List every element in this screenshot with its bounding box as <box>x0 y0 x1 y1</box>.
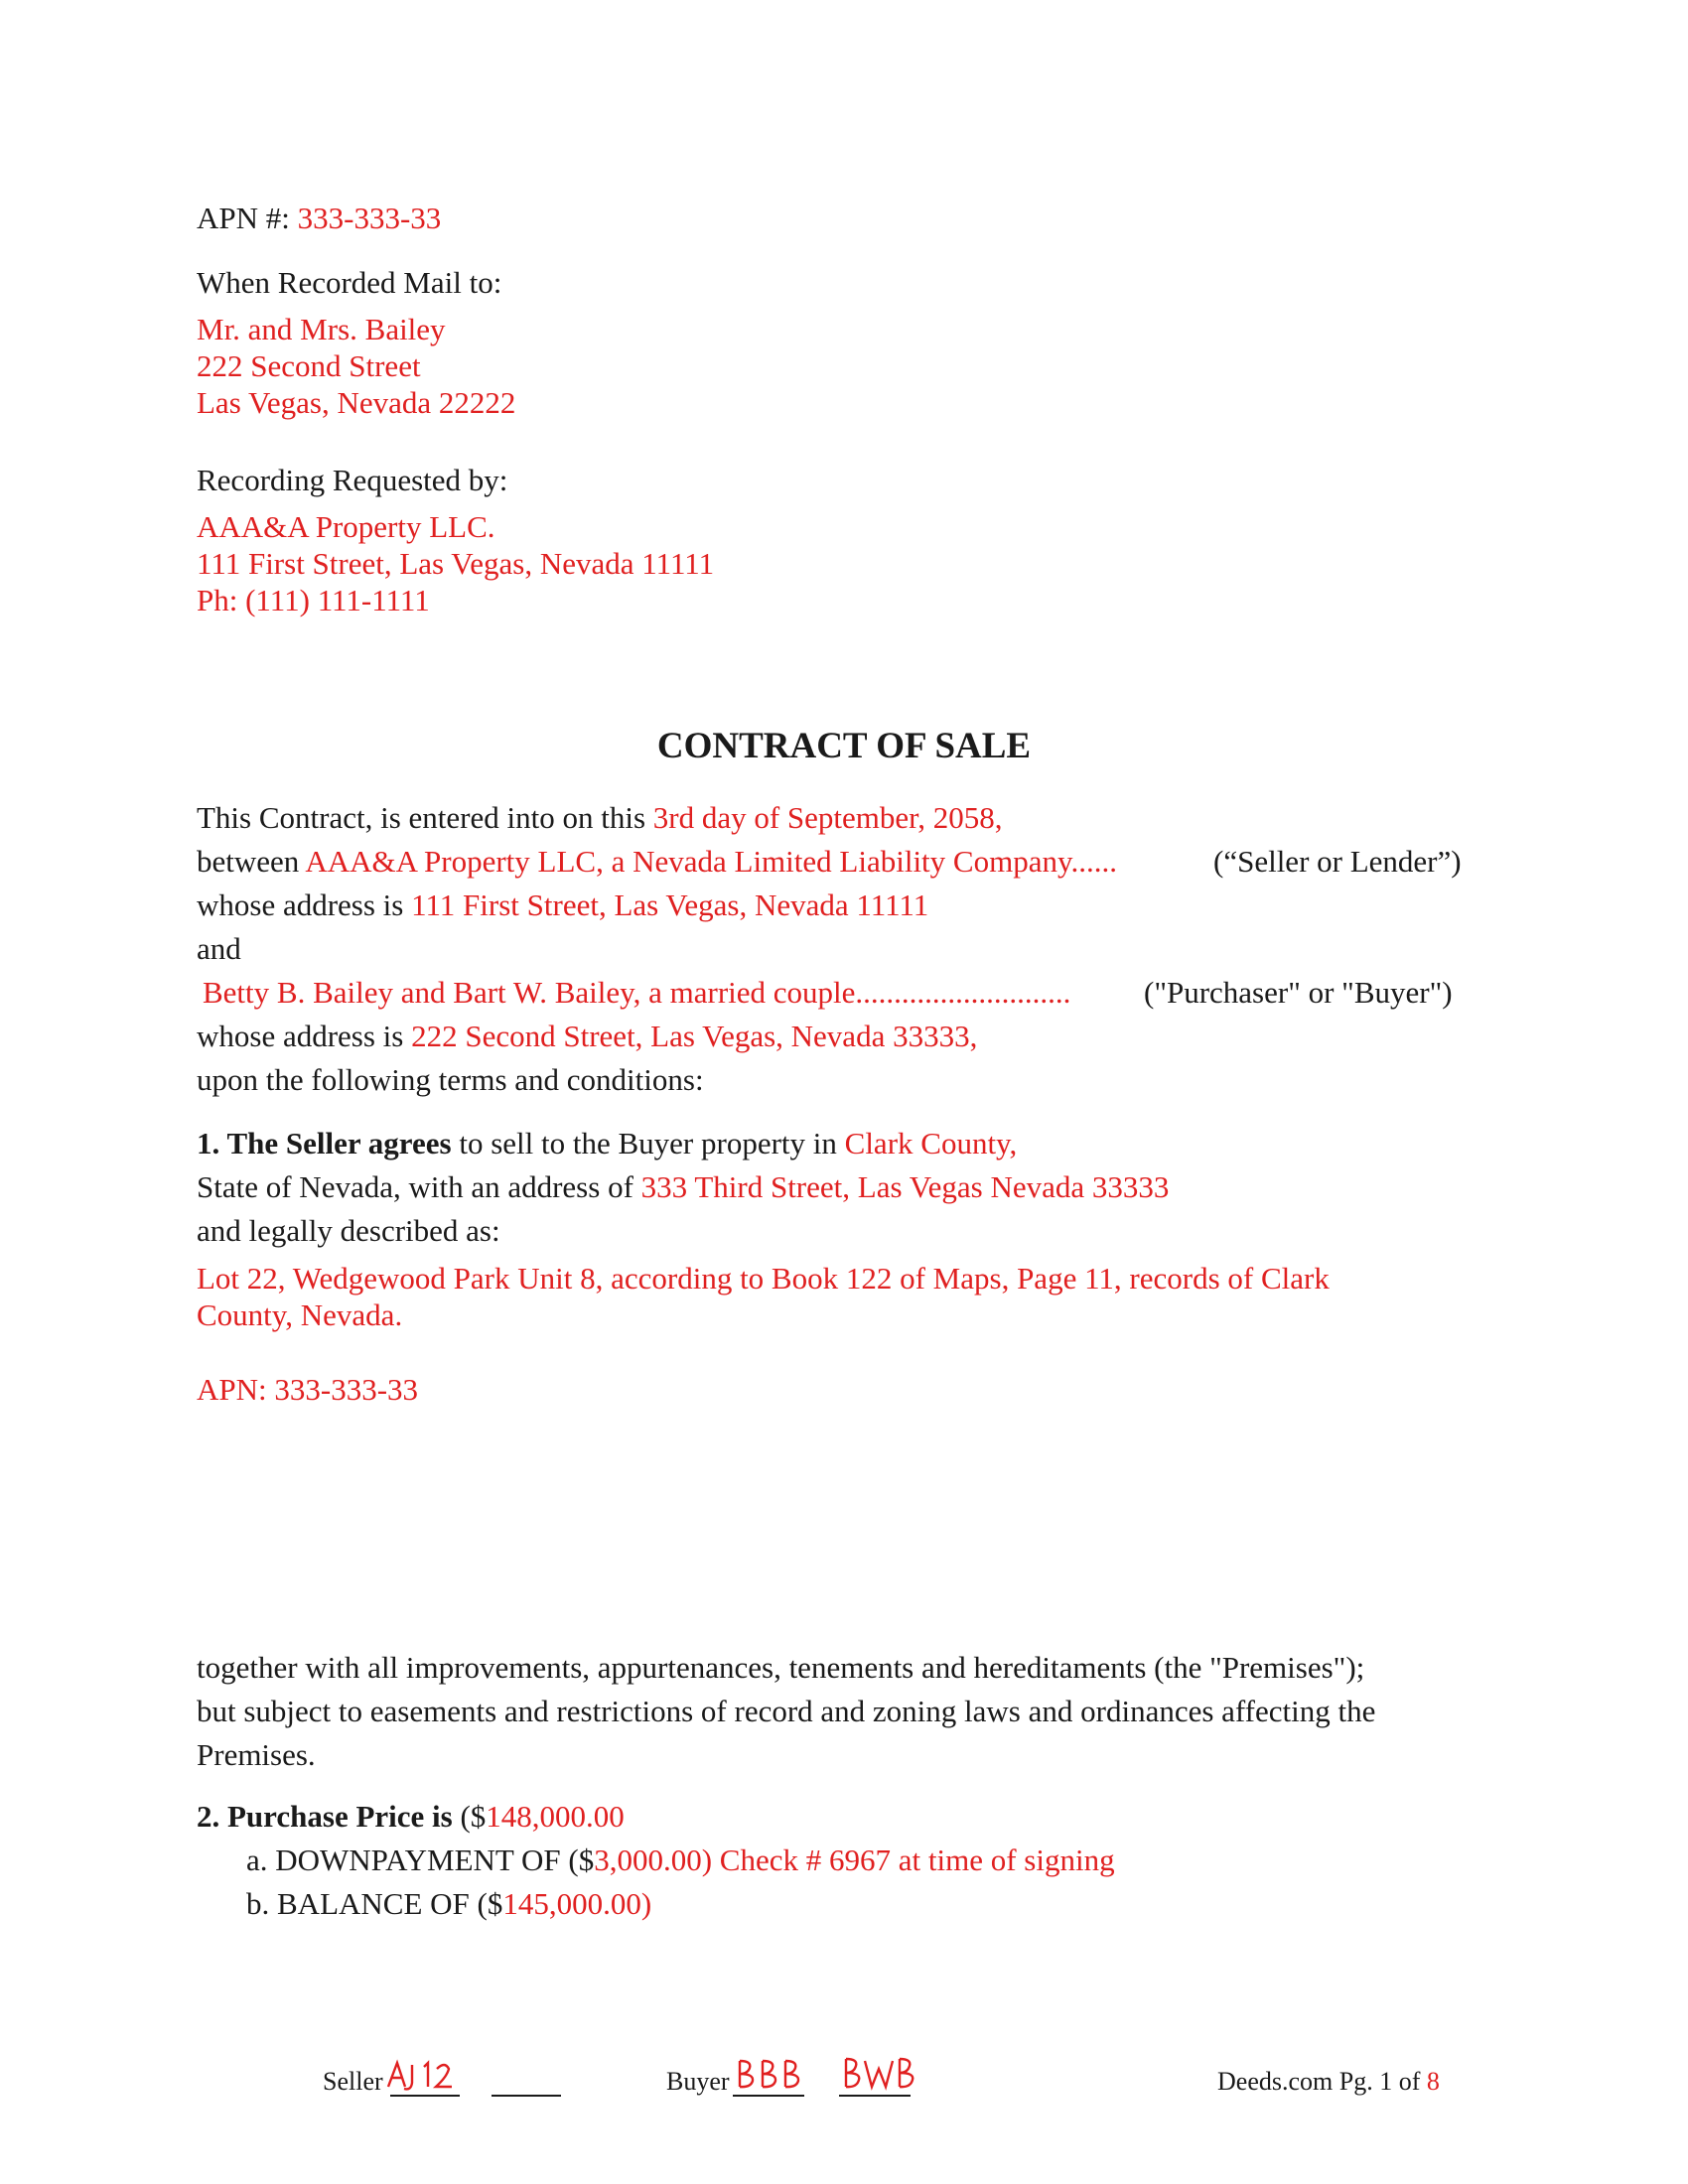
seller-initials-blank-2 <box>492 2095 561 2097</box>
section-2-line <box>197 1799 625 1835</box>
intro-terms: upon the following terms and conditions: <box>197 1062 704 1097</box>
property-address: 333 Third Street, Las Vegas Nevada 33333 <box>640 1169 1170 1204</box>
balance-line <box>246 1886 651 1922</box>
footer-buyer <box>666 2067 730 2097</box>
mail-to-label: When Recorded Mail to: <box>197 265 502 300</box>
seller-name: AAA&A Property LLC, a Nevada Limited Liability Company...... <box>305 844 1117 879</box>
balance-label: b. BALANCE OF ($ <box>246 1886 503 1921</box>
intro-prefix: This Contract, is entered into on this <box>197 800 653 835</box>
requested-by-line-3: Ph: (111) 111-1111 <box>197 583 430 617</box>
mail-to-line-1: Mr. and Mrs. Bailey <box>197 312 446 346</box>
downpayment-label: a. DOWNPAYMENT OF ($ <box>246 1843 595 1877</box>
intro-seller-line <box>197 844 1117 880</box>
requested-by-label: Recording Requested by: <box>197 463 508 497</box>
downpayment-value: 3,000.00) Check # 6967 at time of signing <box>594 1843 1115 1877</box>
page-total: 8 <box>1426 2067 1440 2096</box>
seller-label: Seller <box>323 2067 383 2096</box>
document-title: CONTRACT OF SALE <box>656 726 1032 766</box>
intro-and: and <box>197 931 241 966</box>
legal-description-line-1: Lot 22, Wedgewood Park Unit 8, according to Book 122 of Maps, Page 11, records of Clark <box>197 1261 1330 1296</box>
section-2-open: ($ <box>452 1799 487 1834</box>
requested-by-line-1: AAA&A Property LLC. <box>197 509 495 544</box>
section-1-line-2 <box>197 1169 1169 1205</box>
page-prefix: Deeds.com Pg. 1 of <box>1217 2067 1427 2096</box>
seller-role: (“Seller or Lender”) <box>1213 844 1462 879</box>
property-apn: APN: 333-333-33 <box>197 1372 419 1407</box>
section-2-heading: . Purchase Price is <box>211 1799 453 1834</box>
buyer-initials-blank-1 <box>733 2095 804 2097</box>
buyer-label: Buyer <box>666 2067 730 2096</box>
intro-line-1 <box>197 800 1003 836</box>
mail-to-line-3: Las Vegas, Nevada 22222 <box>197 385 516 420</box>
intro-buyer-line <box>203 975 1070 1011</box>
intro-buyer-address <box>197 1019 977 1054</box>
section-1-text: to sell to the Buyer property in <box>451 1126 845 1160</box>
apn-value: 333-333-33 <box>297 201 442 235</box>
buyer-name: Betty B. Bailey and Bart W. Bailey, a married couple............................ <box>203 975 1071 1010</box>
footer-seller <box>323 2067 383 2097</box>
buyer-address: 222 Second Street, Las Vegas, Nevada 33333, <box>411 1019 978 1053</box>
buyer-initials-signature-2 <box>840 2053 923 2095</box>
whose-address-prefix-2: whose address is <box>197 1019 412 1053</box>
legal-description-line-2: County, Nevada. <box>197 1297 403 1332</box>
premises-line-1: together with all improvements, appurtenances, tenements and hereditaments (the "Premises"); <box>197 1650 1365 1685</box>
balance-value: 145,000.00) <box>502 1886 652 1921</box>
buyer-role: ("Purchaser" or "Buyer") <box>1144 975 1453 1010</box>
purchase-price: 148,000.00 <box>486 1799 625 1834</box>
premises-line-2: but subject to easements and restrictions of record and zoning laws and ordinances affecting the <box>197 1694 1376 1728</box>
apn-line <box>197 201 441 236</box>
whose-address-prefix: whose address is <box>197 887 412 922</box>
requested-by-line-2: 111 First Street, Las Vegas, Nevada 11111 <box>197 546 715 581</box>
section-2-number: 2 <box>197 1799 212 1834</box>
buyer-initials-signature-1 <box>735 2055 814 2095</box>
downpayment-line <box>246 1843 1115 1878</box>
contract-date: 3rd day of September, 2058, <box>652 800 1003 835</box>
section-1-line-1 <box>197 1126 1017 1161</box>
buyer-initials-blank-2 <box>839 2095 911 2097</box>
intro-seller-address <box>197 887 928 923</box>
apn-label: APN #: <box>197 201 290 235</box>
state-prefix: State of Nevada, with an address of <box>197 1169 641 1204</box>
mail-to-line-2: 222 Second Street <box>197 348 421 383</box>
premises-line-3: Premises. <box>197 1737 316 1772</box>
page-number <box>1217 2067 1440 2097</box>
seller-address: 111 First Street, Las Vegas, Nevada 11111 <box>411 887 929 922</box>
seller-initials-signature <box>385 2057 465 2097</box>
between-prefix: between <box>197 844 306 879</box>
property-county: Clark County, <box>844 1126 1018 1160</box>
legal-description-label: and legally described as: <box>197 1213 500 1248</box>
section-1-heading: 1. The Seller agrees <box>197 1126 452 1160</box>
